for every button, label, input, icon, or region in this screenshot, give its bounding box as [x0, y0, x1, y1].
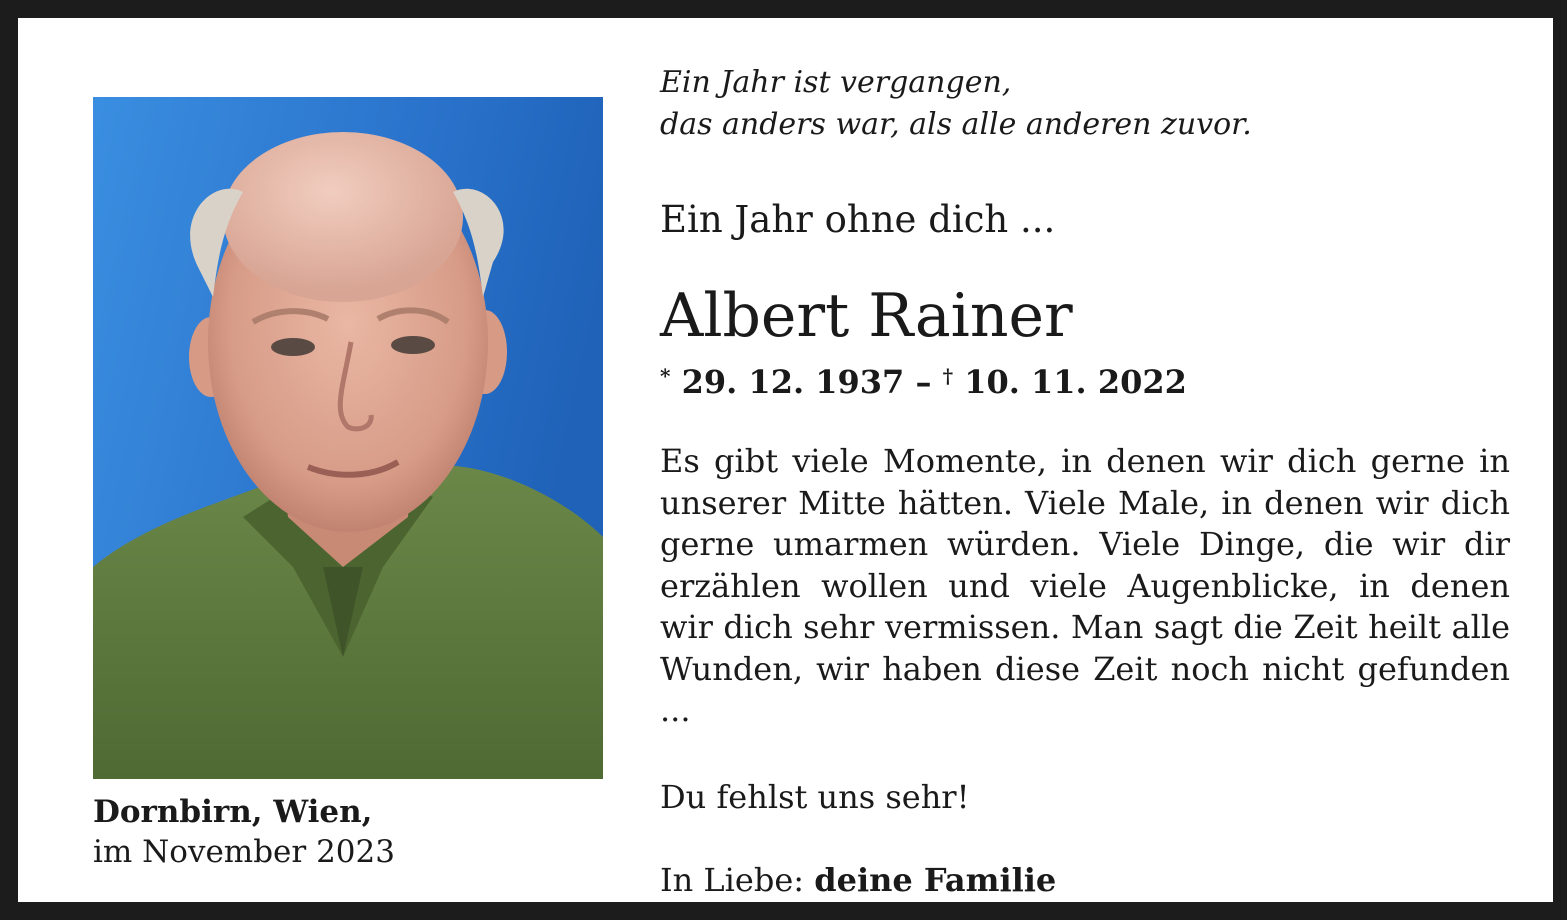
quote: [660, 62, 1252, 146]
location-date: im November 2023: [93, 834, 395, 870]
quote-line-2: das anders war, als alle anderen zuvor.: [660, 107, 1252, 142]
signoff-prefix: In Liebe:: [660, 861, 805, 899]
subheading: Ein Jahr ohne dich ...: [660, 198, 1056, 241]
memorial-text: Es gibt viele Momente, in denen wir dich gerne in unserer Mitte hätten. Viele Male, in denen wir dich gerne umarmen würden. Viele Dinge, die wir dir erzählen wollen und viele Augenblicke, in denen wir dich sehr vermissen. Man sagt die Zeit heilt alle Wunden, wir haben diese Zeit noch nicht gefunden ...: [660, 442, 1510, 729]
signoff: [660, 859, 1056, 901]
deceased-name: Albert Rainer: [660, 281, 1073, 351]
lifespan: [660, 354, 1187, 404]
date-separator: –: [915, 363, 932, 401]
closing-line: Du fehlst uns sehr!: [660, 778, 970, 816]
birth-symbol: *: [660, 364, 671, 388]
death-date: 10. 11. 2022: [964, 363, 1187, 401]
portrait-photo: [93, 97, 603, 779]
location-places: Dornbirn, Wien,: [93, 794, 373, 830]
birth-date: 29. 12. 1937: [681, 363, 905, 401]
quote-line-1: Ein Jahr ist vergangen,: [660, 65, 1012, 100]
death-symbol: †: [942, 364, 954, 388]
signoff-family: deine Familie: [814, 861, 1057, 899]
